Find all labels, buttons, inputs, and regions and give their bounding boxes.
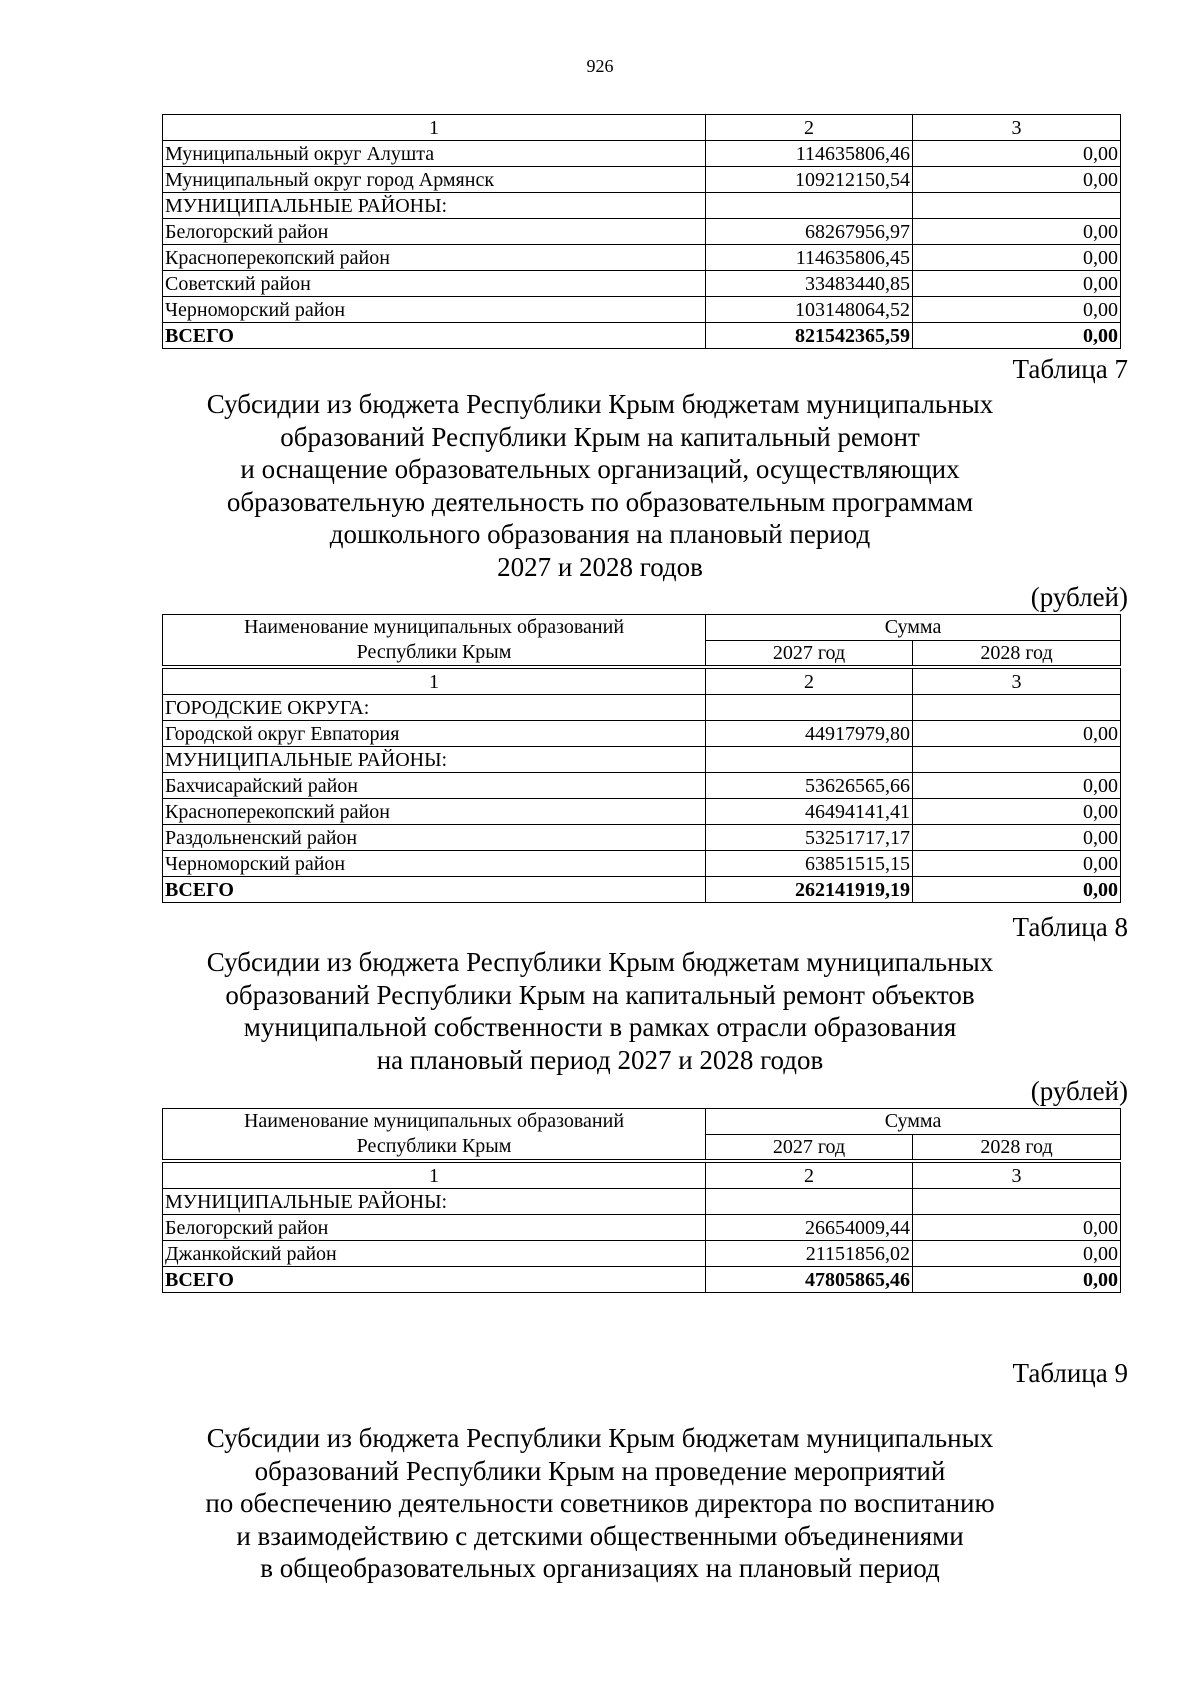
table-row (163, 1189, 1121, 1215)
col-number: 3 (913, 115, 1121, 141)
col-number: 3 (913, 669, 1121, 695)
table-9-label: Таблица 9 (1012, 1358, 1128, 1388)
row-name: МУНИЦИПАЛЬНЫЕ РАЙОНЫ: (163, 747, 706, 773)
table-row (163, 297, 1121, 323)
row-name: МУНИЦИПАЛЬНЫЕ РАЙОНЫ: (163, 193, 706, 219)
total-value-2028: 0,00 (913, 323, 1121, 349)
row-name: ГОРОДСКИЕ ОКРУГА: (163, 695, 706, 721)
table-row (163, 1215, 1121, 1241)
row-name: Белогорский район (163, 1215, 706, 1241)
col-number: 1 (163, 1163, 706, 1189)
table-row (163, 747, 1121, 773)
row-value-2027: 33483440,85 (706, 271, 913, 297)
row-value-2028: 0,00 (913, 141, 1121, 167)
table-row (163, 851, 1121, 877)
row-value-2028: 0,00 (913, 167, 1121, 193)
col-number: 2 (706, 669, 913, 695)
total-label: ВСЕГО (163, 323, 706, 349)
row-name: Джанкойский район (163, 1241, 706, 1267)
header-name-line: Наименование муниципальных образований (243, 1110, 625, 1132)
row-value-2028 (913, 1189, 1121, 1215)
table-row (163, 825, 1121, 851)
row-value-2028: 0,00 (913, 799, 1121, 825)
row-value-2028: 0,00 (913, 219, 1121, 245)
row-name: Муниципальный округ город Армянск (163, 167, 706, 193)
title-line: в общеобразовательных организациях на плановый период (260, 1553, 940, 1584)
total-value-2028: 0,00 (913, 877, 1121, 903)
header-name-line: Республики Крым (356, 1135, 512, 1157)
title-line: 2027 и 2028 годов (497, 551, 703, 582)
header-name-cell (163, 615, 706, 666)
row-value-2028: 0,00 (913, 271, 1121, 297)
table-7 (162, 668, 1121, 903)
row-value-2027 (706, 747, 913, 773)
row-value-2028: 0,00 (913, 297, 1121, 323)
header-sum: Сумма (706, 1109, 1121, 1135)
row-name: Красноперекопский район (163, 799, 706, 825)
table-row (163, 799, 1121, 825)
row-name: Раздольненский район (163, 825, 706, 851)
title-line: образований Республики Крым на капитальный ремонт объектов (225, 979, 975, 1010)
row-name: МУНИЦИПАЛЬНЫЕ РАЙОНЫ: (163, 1189, 706, 1215)
row-value-2027: 53626565,66 (706, 773, 913, 799)
row-value-2028: 0,00 (913, 1241, 1121, 1267)
header-name-cell (163, 1109, 706, 1160)
table-8 (162, 1162, 1121, 1293)
row-value-2028 (913, 695, 1121, 721)
table-7-header (162, 614, 1121, 666)
row-value-2028: 0,00 (913, 773, 1121, 799)
table-row (163, 193, 1121, 219)
row-name: Бахчисарайский район (163, 773, 706, 799)
total-row (163, 323, 1121, 349)
total-value-2027: 47805865,46 (706, 1267, 913, 1293)
table-row (163, 141, 1121, 167)
total-label: ВСЕГО (163, 1267, 706, 1293)
header-year-2028: 2028 год (913, 640, 1121, 666)
table-row (163, 1241, 1121, 1267)
total-value-2027: 262141919,19 (706, 877, 913, 903)
row-value-2027 (706, 695, 913, 721)
total-value-2027: 821542365,59 (706, 323, 913, 349)
page-number: 926 (586, 56, 614, 76)
table-row (163, 245, 1121, 271)
row-value-2028: 0,00 (913, 721, 1121, 747)
row-value-2027: 46494141,41 (706, 799, 913, 825)
row-value-2028: 0,00 (913, 851, 1121, 877)
col-number: 1 (163, 669, 706, 695)
table-8-label: Таблица 8 (1012, 912, 1128, 942)
row-value-2028 (913, 747, 1121, 773)
row-value-2028: 0,00 (913, 245, 1121, 271)
title-line: образований Республики Крым на проведение мероприятий (254, 1455, 946, 1486)
header-name-line: Республики Крым (356, 641, 512, 663)
header-year-2027: 2027 год (706, 640, 913, 666)
row-value-2027 (706, 1189, 913, 1215)
title-line: образовательную деятельность по образовательным программам (226, 486, 974, 517)
row-name: Красноперекопский район (163, 245, 706, 271)
table-8-header (162, 1108, 1121, 1160)
title-line: Субсидии из бюджета Республики Крым бюджетам муниципальных (206, 389, 994, 419)
row-value-2027: 103148064,52 (706, 297, 913, 323)
title-line: Субсидии из бюджета Республики Крым бюджетам муниципальных (206, 1423, 994, 1453)
col-number: 1 (163, 115, 706, 141)
col-number: 2 (706, 1163, 913, 1189)
total-row (163, 877, 1121, 903)
table-7-label: Таблица 7 (1012, 354, 1128, 384)
header-sum: Сумма (706, 615, 1121, 641)
col-number: 3 (913, 1163, 1121, 1189)
column-number-row (163, 1163, 1121, 1189)
row-value-2027: 109212150,54 (706, 167, 913, 193)
table-row (163, 219, 1121, 245)
row-value-2027: 114635806,46 (706, 141, 913, 167)
table-row (163, 695, 1121, 721)
col-number: 2 (706, 115, 913, 141)
row-value-2027: 68267956,97 (706, 219, 913, 245)
table-row (163, 271, 1121, 297)
total-row (163, 1267, 1121, 1293)
table-9-title (100, 1422, 1100, 1585)
row-value-2027 (706, 193, 913, 219)
row-name: Белогорский район (163, 219, 706, 245)
table-8-unit: (рублей) (1030, 1076, 1128, 1106)
title-line: дошкольного образования на плановый период (329, 519, 871, 550)
title-line: по обеспечению деятельности советников директора по воспитанию (205, 1488, 995, 1519)
row-value-2027: 114635806,45 (706, 245, 913, 271)
row-value-2027: 21151856,02 (706, 1241, 913, 1267)
row-name: Городской округ Евпатория (163, 721, 706, 747)
table-7-title (100, 388, 1100, 584)
title-line: и оснащение образовательных организаций, осуществляющих (240, 454, 960, 485)
header-year-2028: 2028 год (913, 1134, 1121, 1160)
total-value-2028: 0,00 (913, 1267, 1121, 1293)
title-line: Субсидии из бюджета Республики Крым бюджетам муниципальных (206, 947, 994, 977)
row-value-2027: 53251717,17 (706, 825, 913, 851)
column-number-row (163, 669, 1121, 695)
row-value-2028: 0,00 (913, 825, 1121, 851)
table-row (163, 167, 1121, 193)
header-name-line: Наименование муниципальных образований (243, 616, 625, 638)
title-line: и взаимодействию с детскими общественными объединениями (236, 1520, 964, 1551)
table-8-title (100, 946, 1100, 1076)
title-line: на плановый период 2027 и 2028 годов (376, 1044, 824, 1075)
table-7-unit: (рублей) (1030, 582, 1128, 612)
row-value-2027: 26654009,44 (706, 1215, 913, 1241)
title-line: муниципальной собственности в рамках отрасли образования (243, 1012, 957, 1043)
table-row (163, 773, 1121, 799)
row-name: Черноморский район (163, 851, 706, 877)
row-value-2028 (913, 193, 1121, 219)
row-value-2027: 44917979,80 (706, 721, 913, 747)
total-label: ВСЕГО (163, 877, 706, 903)
row-value-2028: 0,00 (913, 1215, 1121, 1241)
column-number-row (163, 115, 1121, 141)
row-value-2027: 63851515,15 (706, 851, 913, 877)
row-name: Черноморский район (163, 297, 706, 323)
row-name: Советский район (163, 271, 706, 297)
title-line: образований Республики Крым на капитальный ремонт (280, 421, 920, 452)
header-year-2027: 2027 год (706, 1134, 913, 1160)
continued-table (162, 114, 1121, 349)
table-row (163, 721, 1121, 747)
row-name: Муниципальный округ Алушта (163, 141, 706, 167)
